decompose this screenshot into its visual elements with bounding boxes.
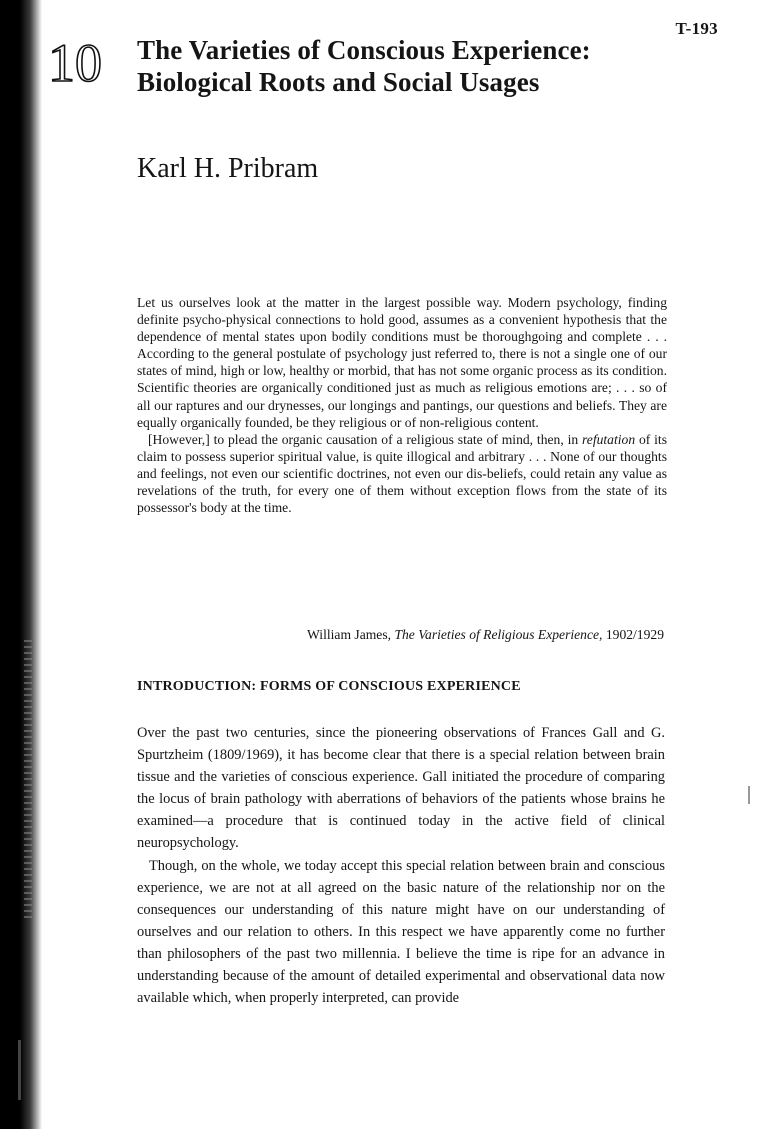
spine-margin-tick bbox=[18, 1040, 21, 1100]
body-paragraph: Though, on the whole, we today accept this special relation between brain and conscious experience, we are not at all agreed on the basic nature of the relationship nor on the consequences our understanding of this nature might have on our understanding of ourselves and our relation to others. In this respect we have apparently come no further than philosophers of the past two millennia. I believe the time is ripe for an advance in understanding because of the amount of detailed experimental and observational data now available which, when properly interpreted, can provide bbox=[137, 857, 665, 1007]
epigraph-citation bbox=[307, 626, 664, 643]
emphasized-word: refutation bbox=[582, 431, 636, 447]
epigraph-paragraph: [However,] to plead the organic causation of a religious state of mind, then, in refutation of its claim to possess superior spiritual value, is quite illogical and arbitrary . . . None of our thoughts and feelings, not even our scientific doctrines, not even our dis-beliefs, could retain any value as revelations of the truth, for every one of them without exception flows from the state of its possessor's body at the time. bbox=[137, 431, 667, 516]
epigraph-quote bbox=[137, 294, 667, 516]
scanned-page-spine-shadow bbox=[0, 0, 42, 1129]
body-paragraph: Over the past two centuries, since the pioneering observations of Frances Gall and G. Spurtzheim (1809/1969), it has become clear that there is a special relation between brain tissue and the varieties of conscious experience. Gall initiated the procedure of comparing the locus of brain pathology with aberrations of behaviors of the patients whose brains he examined—a procedure that is continued today in the active field of clinical neuropsychology. bbox=[137, 725, 665, 852]
body-text bbox=[137, 722, 665, 1009]
chapter-title: The Varieties of Conscious Experience: Biological Roots and Social Usages bbox=[137, 35, 591, 97]
spine-margin-specks bbox=[24, 640, 32, 920]
right-margin-mark bbox=[748, 786, 750, 804]
citation-author: William James, bbox=[307, 627, 395, 642]
page-code: T-193 bbox=[675, 19, 718, 38]
citation-book-title: The Varieties of Religious Experience bbox=[394, 627, 600, 642]
epigraph-paragraph: Let us ourselves look at the matter in the largest possible way. Modern psychology, finding definite psycho-physical connections to hold good, assumes as a convenient hypothesis that the dependence of mental states upon bodily conditions must be thoroughgoing and complete . . . According to the general postulate of psychology just referred to, there is not a single one of our states of mind, high or low, healthy or morbid, that has not some organic process as its condition. Scientific theories are organically conditioned just as much as religious emotions are; . . . so of all our raptures and our drynesses, our longings and pantings, our questions and beliefs. They are equally organically founded, be they religious or of non-religious content. bbox=[137, 295, 667, 430]
section-heading: INTRODUCTION: FORMS OF CONSCIOUS EXPERIENCE bbox=[137, 679, 521, 694]
chapter-author: Karl H. Pribram bbox=[137, 153, 319, 184]
citation-year: , 1902/1929 bbox=[599, 627, 664, 642]
chapter-number: 10 bbox=[48, 33, 102, 93]
